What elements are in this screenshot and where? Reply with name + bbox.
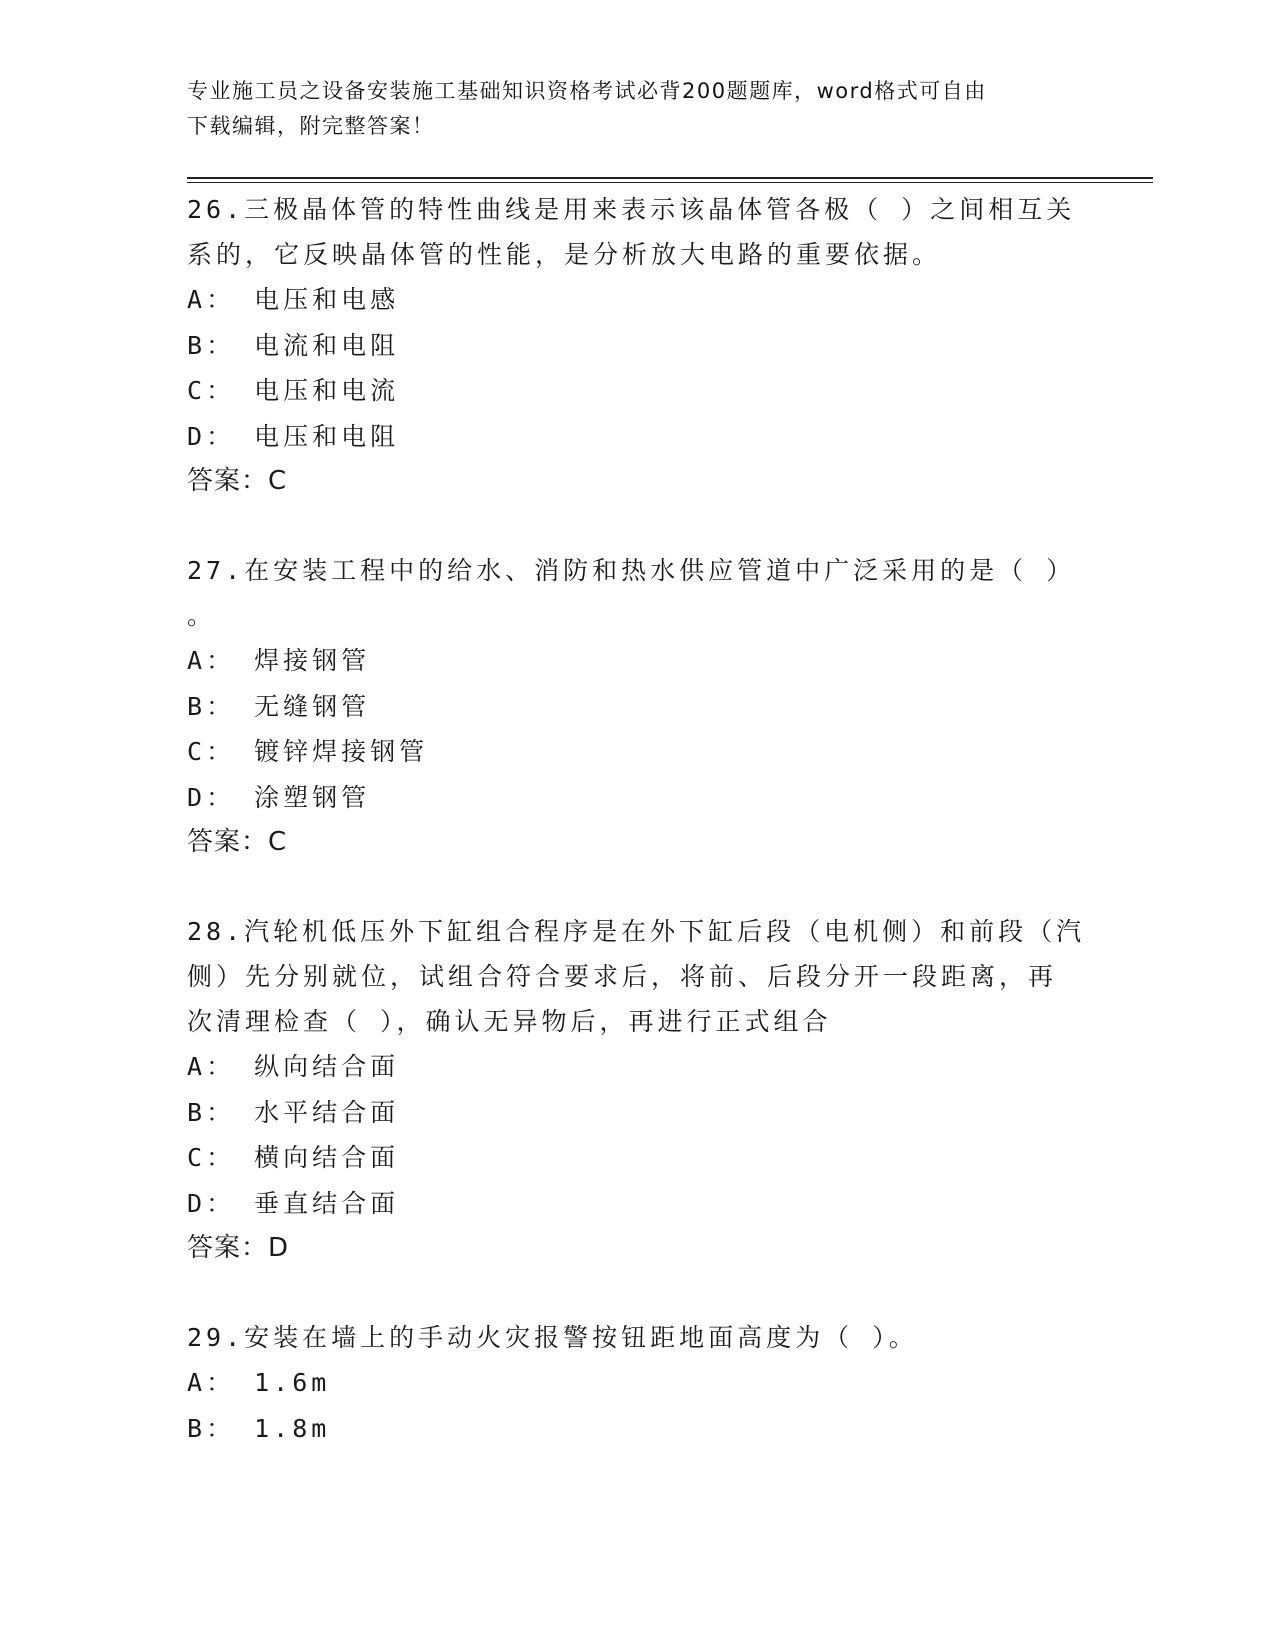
answer-value: C [268,466,288,496]
answer-value: C [268,827,288,857]
header-line-2: 下载编辑，附完整答案！ [187,114,435,138]
option-letter: C [187,376,207,405]
option-b: B： 电流和电阻 [187,330,400,360]
option-text: 横向结合面 [254,1143,400,1172]
option-d: D： 垂直结合面 [187,1188,400,1218]
question-stem-line: 系的，它反映晶体管的性能，是分析放大电路的重要依据。 [187,240,942,269]
option-text: 纵向结合面 [254,1052,400,1081]
option-letter: D [187,421,207,451]
option-text: 焊接钢管 [254,646,371,675]
question-stem-line: 。 [187,601,217,630]
question-stem-line: 次清理检查（ ），确认无异物后，再进行正式组合 [187,1007,832,1036]
option-c: C： 镀锌焊接钢管 [187,737,429,766]
option-a: A： 电压和电感 [187,285,400,314]
question-stem-line: 27.在安装工程中的给水、消防和热水供应管道中广泛采用的是（ ） [187,556,1076,585]
option-letter: B [187,691,207,721]
option-b: B： 1.8m [187,1413,331,1443]
option-text: 无缝钢管 [254,691,371,721]
question-stem-line: 侧）先分别就位，试组合符合要求后，将前、后段分开一段距离，再 [187,962,1058,991]
option-letter: B [187,1097,207,1127]
option-c: C： 横向结合面 [187,1143,400,1172]
option-letter: C [187,1143,207,1172]
option-letter: D [187,1188,207,1218]
option-text: 电压和电流 [254,376,400,405]
option-a: A： 焊接钢管 [187,646,371,675]
document-header [187,74,1087,144]
option-text: 1.6m [254,1368,331,1397]
option-a: A： 纵向结合面 [187,1052,400,1081]
option-d: D： 涂塑钢管 [187,782,371,812]
header-divider-thick [187,177,1153,179]
header-line-1: 专业施工员之设备安装施工基础知识资格考试必背200题题库，word格式可自由 [187,79,987,103]
option-letter: A [187,285,207,314]
option-letter: A [187,1368,207,1397]
option-text: 水平结合面 [254,1097,400,1127]
option-letter: B [187,1413,207,1443]
option-a: A： 1.6m [187,1368,331,1397]
option-c: C： 电压和电流 [187,376,400,405]
answer-label: 答案： [187,1233,269,1263]
option-text: 电压和电感 [254,285,400,314]
question-29 [187,1315,1087,1451]
option-text: 涂塑钢管 [254,782,371,812]
option-letter: D [187,782,207,812]
answer-line [187,820,1087,865]
option-b: B： 水平结合面 [187,1097,400,1127]
option-text: 1.8m [254,1413,331,1443]
answer-label: 答案： [187,466,269,496]
answer-line [187,459,1087,504]
question-28 [187,909,1087,1271]
question-27 [187,548,1087,865]
header-divider-thin [187,182,1153,183]
question-26 [187,187,1087,504]
option-letter: B [187,330,207,360]
option-letter: A [187,646,207,675]
answer-line [187,1226,1087,1271]
option-d: D： 电压和电阻 [187,421,400,451]
option-text: 垂直结合面 [254,1188,400,1218]
option-b: B： 无缝钢管 [187,691,371,721]
question-stem-line: 29.安装在墙上的手动火灾报警按钮距地面高度为（ ）。 [187,1323,918,1352]
question-list [187,187,1087,1495]
answer-value: D [268,1233,290,1263]
question-stem-line: 26.三极晶体管的特性曲线是用来表示该晶体管各极（ ）之间相互关 [187,195,1076,224]
question-stem-line: 28.汽轮机低压外下缸组合程序是在外下缸后段（电机侧）和前段（汽 [187,917,1086,946]
answer-label: 答案： [187,827,269,857]
option-letter: A [187,1052,207,1081]
option-letter: C [187,737,207,766]
option-text: 电压和电阻 [254,421,400,451]
option-text: 电流和电阻 [254,330,400,360]
option-text: 镀锌焊接钢管 [254,737,429,766]
